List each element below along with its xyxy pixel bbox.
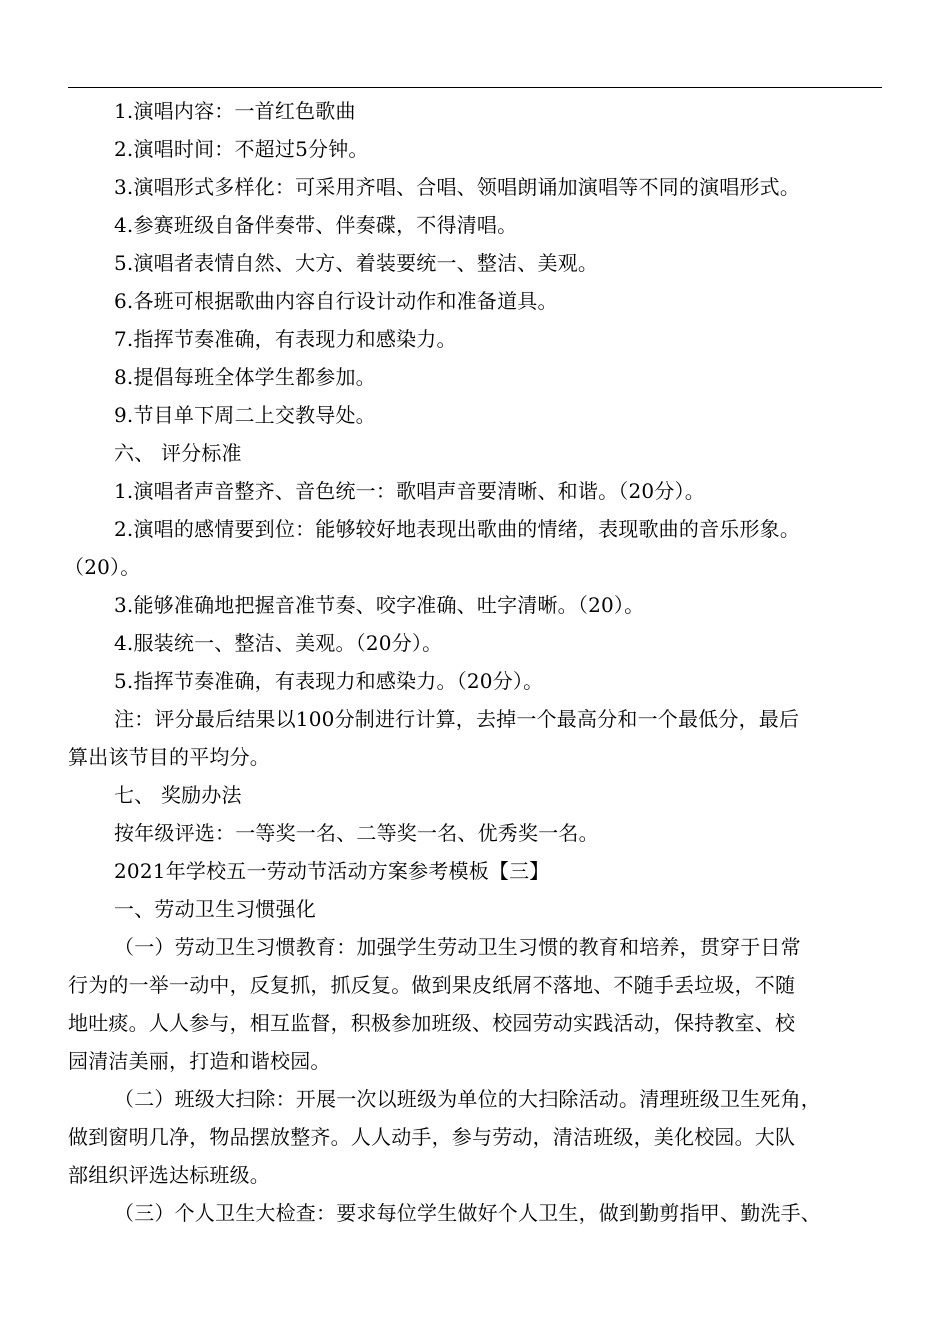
paragraph-line: 园清洁美丽，打造和谐校园。 <box>68 1049 331 1073</box>
note-line: 注：评分最后结果以100分制进行计算，去掉一个最高分和一个最低分，最后 <box>114 707 800 731</box>
text-line: 7.指挥节奏准确，有表现力和感染力。 <box>114 327 457 351</box>
text-line: 1.演唱者声音整齐、音色统一：歌唱声音要清晰、和谐。（20分）。 <box>114 479 705 503</box>
text-line: 2.演唱时间：不超过5分钟。 <box>114 137 369 161</box>
text-line: （20）。 <box>64 555 141 579</box>
text-line: 5.演唱者表情自然、大方、着装要统一、整洁、美观。 <box>114 251 599 275</box>
text-line: 4.参赛班级自备伴奏带、伴奏碟，不得清唱。 <box>114 213 518 237</box>
section-heading: 一、劳动卫生习惯强化 <box>114 897 316 921</box>
header-rule <box>68 87 882 88</box>
text-line: 3.能够准确地把握音准节奏、咬字准确、吐字清晰。（20）。 <box>114 593 645 617</box>
paragraph-line: 地吐痰。人人参与，相互监督，积极参加班级、校园劳动实践活动，保持教室、校 <box>68 1011 796 1035</box>
text-line: 按年级评选：一等奖一名、二等奖一名、优秀奖一名。 <box>114 821 599 845</box>
paragraph-line: 部组织评选达标班级。 <box>68 1163 270 1187</box>
text-line: 6.各班可根据歌曲内容自行设计动作和准备道具。 <box>114 289 558 313</box>
text-line: 8.提倡每班全体学生都参加。 <box>114 365 376 389</box>
section-heading: 六、 评分标准 <box>114 441 242 465</box>
paragraph-line: 做到窗明几净，物品摆放整齐。人人动手，参与劳动，清洁班级，美化校园。大队 <box>68 1125 796 1149</box>
paragraph-line: （三）个人卫生大检查：要求每位学生做好个人卫生，做到勤剪指甲、勤洗手、 <box>114 1201 821 1225</box>
document-title: 2021年学校五一劳动节活动方案参考模板【三】 <box>114 859 550 883</box>
section-heading: 七、 奖励办法 <box>114 783 242 807</box>
text-line: 4.服装统一、整洁、美观。（20分）。 <box>114 631 443 655</box>
text-line: 2.演唱的感情要到位：能够较好地表现出歌曲的情绪，表现歌曲的音乐形象。 <box>114 517 801 541</box>
paragraph-line: 行为的一举一动中，反复抓，抓反复。做到果皮纸屑不落地、不随手丢垃圾，不随 <box>68 973 796 997</box>
text-line: 5.指挥节奏准确，有表现力和感染力。（20分）。 <box>114 669 544 693</box>
text-line: 1.演唱内容：一首红色歌曲 <box>114 99 356 123</box>
text-line: 9.节目单下周二上交教导处。 <box>114 403 376 427</box>
text-line: 3.演唱形式多样化：可采用齐唱、合唱、领唱朗诵加演唱等不同的演唱形式。 <box>114 175 801 199</box>
paragraph-line: （一）劳动卫生习惯教育：加强学生劳动卫生习惯的教育和培养，贯穿于日常 <box>114 935 801 959</box>
note-line: 算出该节目的平均分。 <box>68 745 270 769</box>
paragraph-line: （二）班级大扫除：开展一次以班级为单位的大扫除活动。清理班级卫生死角， <box>114 1087 821 1111</box>
